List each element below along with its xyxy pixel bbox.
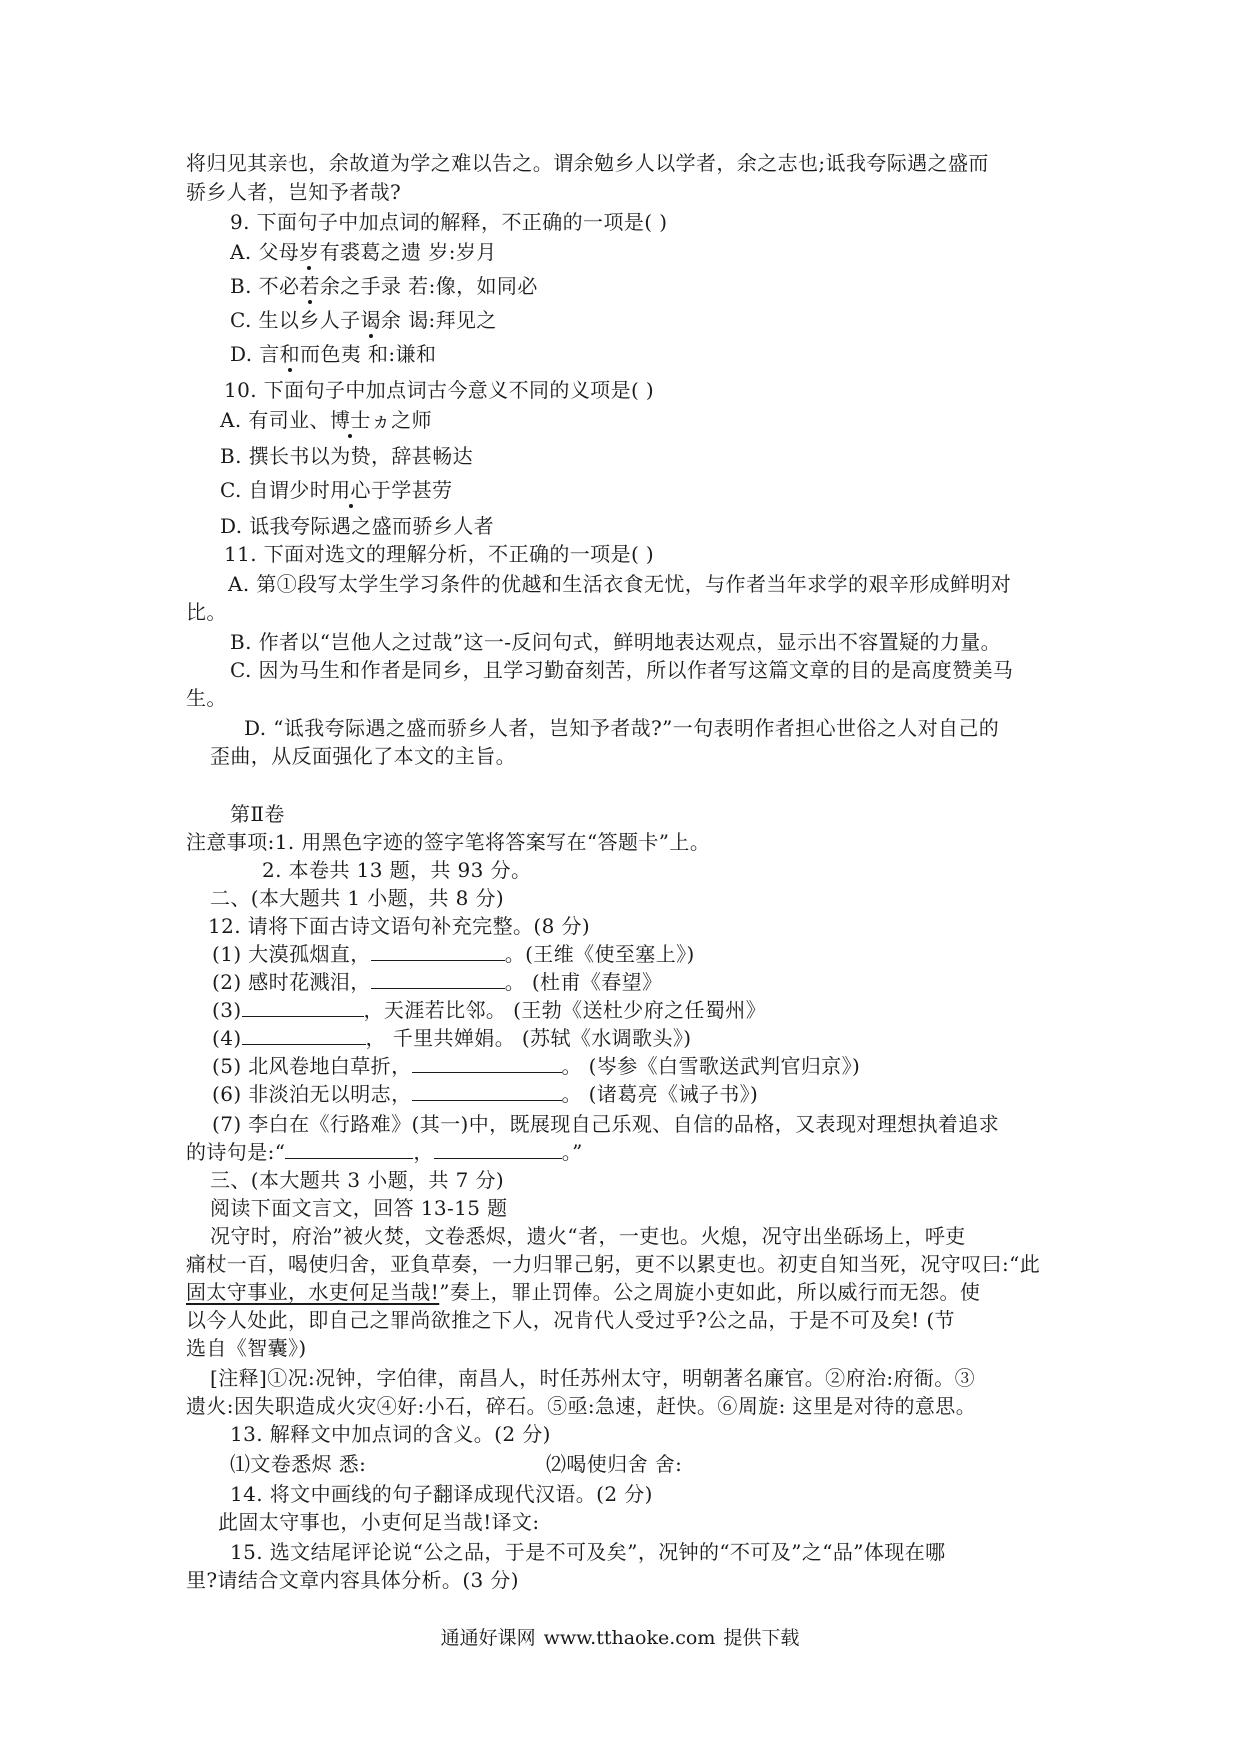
q12-item-7-line-1: (7) 李白在《行路难》(其一)中，既展现自己乐观、自信的品格，又表现对理想执着追求 [212, 1112, 1000, 1136]
volume-2-title: 第Ⅱ卷 [230, 802, 285, 826]
q12-item-7-line-2 [186, 1138, 583, 1166]
q12-2-pre: (2) 感时花溅泪， [212, 970, 371, 994]
footer-site-name: 通通好课网 [440, 1627, 536, 1649]
q9-a-pre: A. 父母 [230, 240, 300, 264]
volume-2-note-1: 注意事项:1. 用黑色字迹的签字笔将答案写在“答题卡”上。 [186, 830, 711, 854]
page-footer [0, 1624, 1240, 1652]
section-2-heading: 二、(本大题共 1 小题，共 8 分) [210, 886, 505, 910]
notes-line-1: [注释]①况:况钟，字伯律，南昌人，时任苏州太守，明朝著名廉官。②府治:府衙。③ [210, 1366, 976, 1390]
q12-2-blank[interactable] [371, 968, 505, 989]
q14-stem: 14. 将文中画线的句子翻译成现代汉语。(2 分) [230, 1482, 653, 1506]
section-3-intro: 阅读下面文言文，回答 13-15 题 [210, 1196, 508, 1220]
q12-3-blank[interactable] [242, 996, 364, 1017]
q10-option-d: D. 诋我夸际遇之盛而骄乡人者 [220, 514, 495, 538]
q12-1-post: 。(王维《使至塞上》) [504, 942, 695, 966]
q9-d-dotted-word: 和 [279, 342, 301, 366]
q12-7-mid: ， [413, 1140, 434, 1164]
q12-item-4 [212, 1024, 691, 1052]
q9-d-post: 而色夷 和:谦和 [300, 342, 437, 366]
q12-item-2 [212, 968, 662, 996]
classical-text-line-4: 以今人处此，即自己之罪尚欲推之下人，况肯代人受过乎?公之品，于是不可及矣! (节 [186, 1308, 955, 1332]
underlined-sentence: 固太守事业，水吏何足当哉! [186, 1280, 440, 1304]
q10-option-a [220, 406, 432, 434]
q10-a-post: ヵ之师 [370, 408, 432, 432]
q9-c-dotted-word: 谒 [360, 308, 381, 332]
q12-1-pre: (1) 大漠孤烟直， [212, 942, 371, 966]
q10-a-pre: A. 有司业、 [220, 408, 330, 432]
volume-2-note-2: 2. 本卷共 13 题，共 93 分。 [262, 858, 532, 882]
q11-option-d-line-2: 歪曲，从反面强化了本文的主旨。 [210, 744, 516, 768]
q12-3-post: ，天涯若比邻。 (王勃《送杜少府之任蜀州》 [363, 998, 767, 1022]
classical-text-line-3 [186, 1278, 980, 1306]
q11-option-a-line-2: 比。 [186, 600, 227, 624]
q9-d-pre: D. 言 [230, 342, 280, 366]
notes-line-2: 遗火:因失职造成火灾④好:小石，碎石。⑤亟:急速，赶快。⑥周旋: 这里是对待的意思。 [186, 1394, 977, 1418]
q15-stem-line-1: 15. 选文结尾评论说“公之品，于是不可及矣”，况钟的“不可及”之“品”体现在哪 [230, 1540, 946, 1564]
q9-b-pre: B. 不必 [230, 274, 300, 298]
q13-stem: 13. 解释文中加点词的含义。(2 分) [230, 1422, 551, 1446]
q12-2-post: 。 (杜甫《春望》 [504, 970, 663, 994]
q12-stem: 12. 请将下面古诗文语句补充完整。(8 分) [208, 914, 591, 938]
q12-item-5 [212, 1052, 860, 1080]
q14-answer-line: 此固太守事也，小吏何足当哉!译文: [218, 1510, 540, 1534]
passage-end-line-1: 将归见其亲也，余故道为学之难以告之。谓余勉乡人以学者，余之志也;诋我夸际遇之盛而 [186, 151, 989, 175]
q9-option-c [230, 306, 497, 334]
classical-text-line-2: 痛杖一百，喝使归舍，亚負草奏，一力归罪己躬，更不以累吏也。初吏自知当死，况守叹曰:“此 [186, 1252, 1041, 1276]
q11-option-c-line-2: 生。 [186, 686, 227, 710]
q12-5-blank[interactable] [412, 1052, 562, 1073]
q12-3-pre: (3) [212, 998, 242, 1022]
q12-5-post: 。 (岑参《白雪歌送武判官归京》) [561, 1054, 861, 1078]
q9-option-d [230, 340, 436, 368]
q12-item-1 [212, 940, 695, 968]
classical-text-line-1: 况守时，府治”被火焚，文卷悉烬，遗火“者，一吏也。火熄，况守出坐砾场上，呼吏 [210, 1224, 966, 1248]
footer-download-text: 提供下载 [723, 1627, 800, 1649]
q10-a-dotted-word: 博士 [329, 408, 371, 432]
classical-text-source: 选自《智囊》) [186, 1336, 307, 1360]
q10-option-c [220, 476, 453, 504]
q12-7-post: 。” [561, 1140, 583, 1164]
footer-url[interactable]: www.tthaoke.com [543, 1627, 716, 1649]
q12-6-post: 。 (诸葛亮《诫子书》) [561, 1082, 759, 1106]
q9-a-dotted-word: 岁 [299, 240, 320, 264]
q12-4-pre: (4) [212, 1026, 242, 1050]
q15-stem-line-2: 里?请结合文章内容具体分析。(3 分) [186, 1568, 520, 1592]
q10-c-pre: C. 自谓少时 [220, 478, 331, 502]
q13-item-1: ⑴文卷悉烬 悉: [230, 1452, 367, 1476]
q9-b-post: 余之手录 若:像，如同必 [319, 274, 538, 298]
q12-7-blank-1[interactable] [285, 1138, 413, 1159]
q10-stem: 10. 下面句子中加点词古今意义不同的义项是( ) [224, 378, 655, 402]
q9-option-b [230, 272, 538, 300]
q10-option-b: B. 撰长书以为贽，辞甚畅达 [220, 444, 474, 468]
section-3-heading: 三、(本大题共 3 小题，共 7 分) [210, 1168, 505, 1192]
q12-item-6 [212, 1080, 758, 1108]
q9-b-dotted-word: 若 [299, 274, 320, 298]
q9-stem: 9. 下面句子中加点词的解释，不正确的一项是( ) [230, 210, 668, 234]
q12-4-post: ， 千里共婵娟。 (苏轼《水调歌头》) [365, 1026, 692, 1050]
q11-option-a-line-1: A. 第①段写太学生学习条件的优越和生活衣食无忧，与作者当年求学的艰辛形成鲜明对 [228, 572, 1012, 596]
q11-option-b: B. 作者以“岂他人之过哉”这一-反问句式，鲜明地表达观点，显示出不容置疑的力量。 [230, 630, 1002, 654]
q12-4-blank[interactable] [242, 1024, 366, 1045]
q12-5-pre: (5) 北风卷地白草折， [212, 1054, 412, 1078]
passage-end-line-2: 骄乡人者，岂知予者哉? [186, 180, 402, 204]
q11-option-d-line-1: D. “诋我夸际遇之盛而骄乡人者，岂知予者哉?”一句表明作者担心世俗之人对自己的 [244, 716, 1000, 740]
q9-c-post: 余 谒:拜见之 [380, 308, 497, 332]
q9-c-pre: C. 生以乡人子 [230, 308, 361, 332]
q12-7-pre: 的诗句是:“ [186, 1140, 286, 1164]
q12-1-blank[interactable] [371, 940, 505, 961]
q9-a-post: 有裘葛之遗 岁:岁月 [319, 240, 497, 264]
q12-6-pre: (6) 非淡泊无以明志， [212, 1082, 412, 1106]
q11-stem: 11. 下面对选文的理解分析，不正确的一项是( ) [224, 542, 655, 566]
q12-7-blank-2[interactable] [434, 1138, 562, 1159]
q10-c-dotted-word: 用心 [330, 478, 371, 502]
q12-6-blank[interactable] [412, 1080, 562, 1101]
q11-option-c-line-1: C. 因为马生和作者是同乡，且学习勤奋刻苦，所以作者写这篇文章的目的是高度赞美马 [230, 658, 1014, 682]
q13-item-2: ⑵喝使归舍 舍: [546, 1452, 683, 1476]
q10-c-post: 于学甚劳 [370, 478, 453, 502]
q12-item-3 [212, 996, 766, 1024]
classical-text-line-3-rest: ”奏上，罪止罚俸。公之周旋小吏如此，所以威行而无怨。使 [439, 1280, 981, 1304]
q9-option-a [230, 238, 497, 266]
